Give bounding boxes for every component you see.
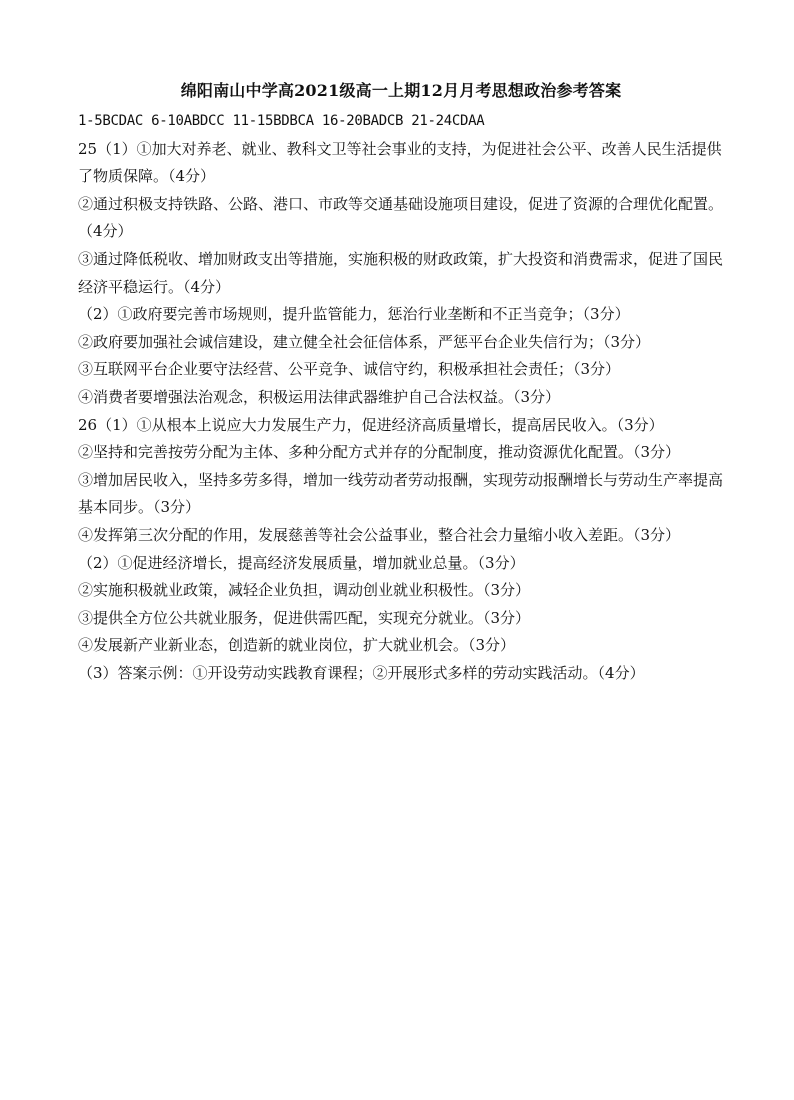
answer-line-26-1-d: ④发挥第三次分配的作用，发展慈善等社会公益事业，整合社会力量缩小收入差距。（3分） — [78, 525, 681, 544]
answer-line-26-2-b: ②实施积极就业政策，减轻企业负担，调动创业就业积极性。（3分） — [78, 581, 531, 600]
document-title: 绵阳南山中学高2021级高一上期12月月考思想政治参考答案 — [180, 81, 622, 100]
answer-line-26-1-b: ②坚持和完善按劳分配为主体、多种分配方式并存的分配制度，推动资源优化配置。（3分） — [78, 443, 681, 462]
answer-line-26-2-a: （2）①促进经济增长，提高经济发展质量，增加就业总量。（3分） — [78, 553, 525, 572]
answer-line-25-1-b: ②通过积极支持铁路、公路、港口、市政等交通基础设施项目建设，促进了资源的合理优化配置。（4分） — [78, 194, 724, 241]
answer-line-25-2-c: ③互联网平台企业要守法经营、公平竞争、诚信守约，积极承担社会责任；（3分） — [78, 360, 621, 379]
answer-line-25-2-d: ④消费者要增强法治观念，积极运用法律武器维护自己合法权益。（3分） — [78, 387, 561, 406]
answer-line-26-2-c: ③提供全方位公共就业服务，促进供需匹配，实现充分就业。（3分） — [78, 608, 531, 627]
answer-line-26-1-c: ③增加居民收入，坚持多劳多得，增加一线劳动者劳动报酬，实现劳动报酬增长与劳动生产率提高基本同步。（3分） — [78, 470, 724, 517]
answer-line-25-1-a: 25（1）①加大对养老、就业、教科文卫等社会事业的支持，为促进社会公平、改善人民生活提供了物质保障。（4分） — [78, 139, 722, 186]
answer-line-25-1-c: ③通过降低税收、增加财政支出等措施，实施积极的财政政策，扩大投资和消费需求，促进了国民经济平稳运行。（4分） — [78, 249, 724, 296]
answer-line-26-3: （3）答案示例：①开设劳动实践教育课程；②开展形式多样的劳动实践活动。（4分） — [78, 663, 645, 682]
choice-answers: 1-5BCDAC 6-10ABDCC 11-15BDBCA 16-20BADCB 21-24CDAA — [78, 113, 485, 129]
answer-line-26-2-d: ④发展新产业新业态，创造新的就业岗位，扩大就业机会。（3分） — [78, 636, 516, 655]
answer-line-26-1-a: 26（1）①从根本上说应大力发展生产力，促进经济高质量增长，提高居民收入。（3分） — [78, 415, 664, 434]
answer-line-25-2-a: （2）①政府要完善市场规则，提升监管能力，惩治行业垄断和不正当竞争；（3分） — [78, 305, 630, 324]
answer-line-25-2-b: ②政府要加强社会诚信建设，建立健全社会征信体系，严惩平台企业失信行为；（3分） — [78, 332, 651, 351]
